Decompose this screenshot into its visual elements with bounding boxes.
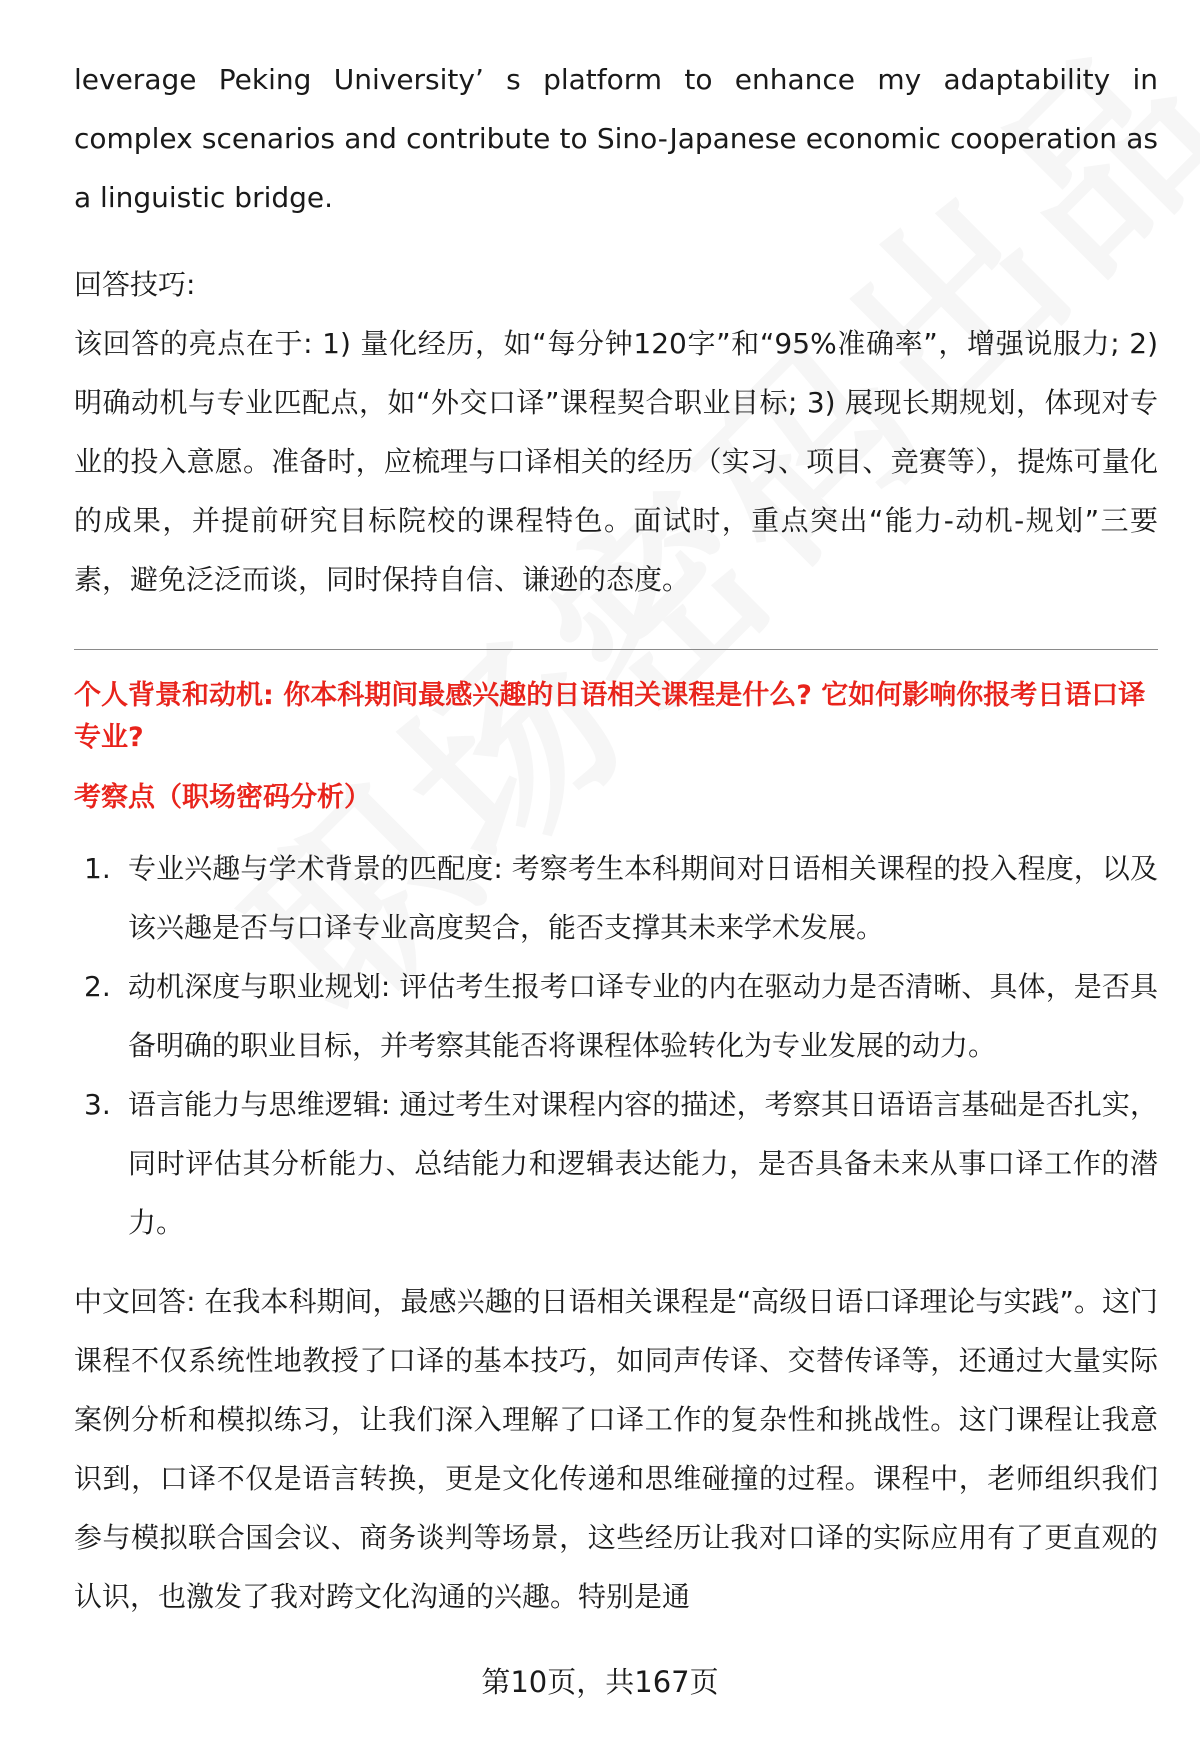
list-item bbox=[74, 957, 1158, 1075]
question-title: 个人背景和动机: 你本科期间最感兴趣的日语相关课程是什么? 它如何影响你报考日语口译专业? bbox=[74, 680, 1146, 753]
tips-label: 回答技巧: bbox=[74, 268, 196, 301]
section-divider bbox=[74, 649, 1158, 650]
list-item-number: 1. bbox=[84, 852, 111, 885]
list-item-number: 3. bbox=[84, 1088, 111, 1121]
assessment-heading: 考察点（职场密码分析） bbox=[74, 782, 371, 813]
list-item-text: 专业兴趣与学术背景的匹配度: 考察考生本科期间对日语相关课程的投入程度，以及该兴趣是否与口译专业高度契合，能否支撑其未来学术发展。 bbox=[128, 852, 1158, 944]
tips-body: 该回答的亮点在于: 1) 量化经历，如“每分钟120字”和“95%准确率”，增强说服力; 2) 明确动机与专业匹配点，如“外交口译”课程契合职业目标; 3) 展现长期规划，体现对专业的投入意愿。准备时，应梳理与口译相关的经历（实习、项目、竞赛等），提炼可量化的成果，并提前研究目标院校的课程特色。面试时，重点突出“能力-动机-规划”三要素，避免泛泛而谈，同时保持自信、谦逊的态度。 bbox=[74, 327, 1158, 596]
list-item-number: 2. bbox=[84, 970, 111, 1003]
list-item bbox=[74, 839, 1158, 957]
document-page bbox=[74, 0, 1158, 1626]
assessment-points-list bbox=[74, 839, 1158, 1252]
chinese-answer-paragraph: 中文回答: 在我本科期间，最感兴趣的日语相关课程是“高级日语口译理论与实践”。这门课程不仅系统性地教授了口译的基本技巧，如同声传译、交替传译等，还通过大量实际案例分析和模拟练习，让我们深入理解了口译工作的复杂性和挑战性。这门课程让我意识到，口译不仅是语言转换，更是文化传递和思维碰撞的过程。课程中，老师组织我们参与模拟联合国会议、商务谈判等场景，这些经历让我对口译的实际应用有了更直观的认识，也激发了我对跨文化沟通的兴趣。特别是通 bbox=[74, 1285, 1158, 1613]
list-item bbox=[74, 1075, 1158, 1252]
intro-paragraph: leverage Peking University’ s platform to enhance my adaptability in complex scenarios and contribute to Sino-Japanese economic cooperation as a linguistic bridge. bbox=[74, 63, 1158, 214]
list-item-text: 动机深度与职业规划: 评估考生报考口译专业的内在驱动力是否清晰、具体，是否具备明确的职业目标，并考察其能否将课程体验转化为专业发展的动力。 bbox=[128, 970, 1158, 1062]
page-number-footer: 第10页，共167页 bbox=[481, 1665, 719, 1699]
list-item-text: 语言能力与思维逻辑: 通过考生对课程内容的描述，考察其日语语言基础是否扎实，同时评估其分析能力、总结能力和逻辑表达能力，是否具备未来从事口译工作的潜力。 bbox=[128, 1088, 1158, 1239]
